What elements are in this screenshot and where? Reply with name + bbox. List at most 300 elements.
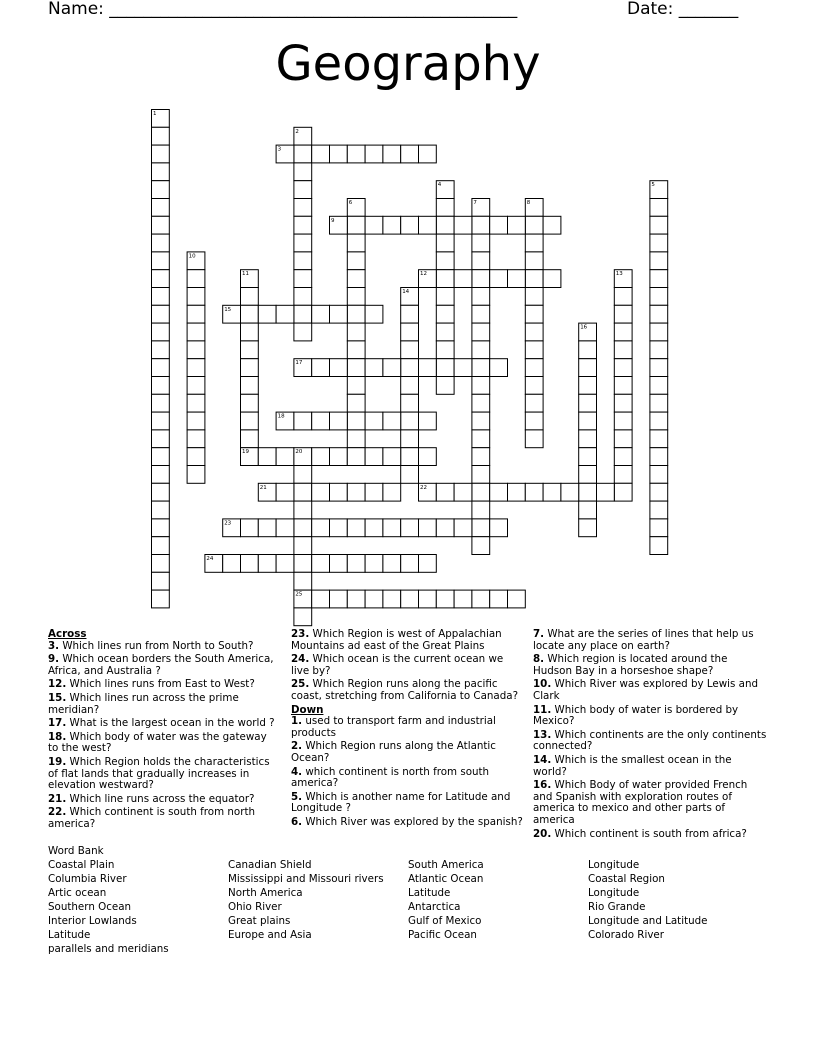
grid-cell[interactable] [401,430,419,448]
grid-cell[interactable] [543,216,561,234]
grid-cell[interactable] [187,305,205,323]
grid-cell[interactable] [472,305,490,323]
grid-cell[interactable] [383,216,401,234]
down-heading: Down [291,703,324,716]
grid-cell[interactable] [152,555,170,573]
grid-cell[interactable] [525,288,543,306]
grid-cell[interactable] [152,163,170,181]
word-bank-item: Atlantic Ocean [408,873,484,885]
grid-cell[interactable] [241,412,259,430]
grid-cell[interactable] [454,359,472,377]
grid-cell[interactable] [472,234,490,252]
grid-cell[interactable] [472,483,490,501]
grid-cell[interactable] [401,216,419,234]
grid-cell[interactable] [579,341,597,359]
grid-cell[interactable] [365,412,383,430]
grid-cell[interactable] [508,216,526,234]
grid-cell[interactable] [401,323,419,341]
grid-cell[interactable] [401,448,419,466]
grid-cell[interactable] [436,270,454,288]
grid-cell[interactable] [276,448,294,466]
clue-num: 6. [291,815,303,828]
grid-cell[interactable] [294,537,312,555]
grid-cell[interactable] [152,305,170,323]
grid-cell[interactable] [472,323,490,341]
grid-cell[interactable] [525,430,543,448]
grid-cell[interactable] [347,252,365,270]
grid-cell[interactable] [347,288,365,306]
grid-cell[interactable] [187,359,205,377]
grid-cell[interactable] [436,252,454,270]
grid-cell[interactable] [330,412,348,430]
grid-cell[interactable] [152,572,170,590]
grid-cell[interactable] [490,359,508,377]
grid-cell[interactable] [579,430,597,448]
grid-cell[interactable] [419,519,437,537]
grid-cell[interactable] [490,590,508,608]
grid-cell[interactable] [152,270,170,288]
grid-cell[interactable] [187,430,205,448]
grid-cell[interactable] [650,216,668,234]
grid-cell[interactable] [347,145,365,163]
grid-cell[interactable] [525,305,543,323]
clue-number: 21 [259,484,267,491]
grid-cell[interactable] [614,288,632,306]
grid-cell[interactable] [347,412,365,430]
grid-cell[interactable] [152,448,170,466]
grid-cell[interactable] [419,216,437,234]
grid-cell[interactable] [614,305,632,323]
grid-cell[interactable] [294,501,312,519]
grid-cell[interactable] [436,199,454,217]
grid-cell[interactable] [525,323,543,341]
grid-cell[interactable] [312,359,330,377]
grid-cell[interactable] [152,216,170,234]
grid-cell[interactable] [152,519,170,537]
grid-cell[interactable] [294,145,312,163]
word-bank-item: Southern Ocean [48,901,132,913]
grid-cell[interactable] [347,590,365,608]
grid-cell[interactable] [383,590,401,608]
clue-text: Which River was explored by Lewis and Clark [533,678,759,702]
clue-column-2 [291,629,523,831]
grid-cell[interactable] [472,537,490,555]
clue-text: Which lines runs from East to West? [66,678,255,691]
grid-cell[interactable] [472,252,490,270]
grid-cell[interactable] [650,430,668,448]
clue-num: 10. [533,678,552,691]
grid-cell[interactable] [187,270,205,288]
grid-cell[interactable] [365,145,383,163]
grid-cell[interactable] [241,394,259,412]
grid-cell[interactable] [294,555,312,573]
grid-cell[interactable] [650,252,668,270]
grid-cell[interactable] [525,412,543,430]
grid-cell[interactable] [312,555,330,573]
grid-cell[interactable] [187,288,205,306]
grid-cell[interactable] [579,394,597,412]
word-bank-item: Great plains [228,915,291,927]
grid-cell[interactable] [650,359,668,377]
grid-cell[interactable] [436,216,454,234]
grid-cell[interactable] [401,519,419,537]
grid-cell[interactable] [152,466,170,484]
grid-cell[interactable] [294,305,312,323]
grid-cell[interactable] [614,341,632,359]
grid-cell[interactable] [650,537,668,555]
grid-cell[interactable] [508,590,526,608]
grid-cell[interactable] [454,590,472,608]
grid-cell[interactable] [579,483,597,501]
grid-cell[interactable] [241,377,259,395]
grid-cell[interactable] [330,483,348,501]
grid-cell[interactable] [472,377,490,395]
grid-cell[interactable] [490,270,508,288]
grid-cell[interactable] [152,252,170,270]
grid-cell[interactable] [454,519,472,537]
grid-cell[interactable] [650,323,668,341]
grid-cell[interactable] [436,341,454,359]
grid-cell[interactable] [650,466,668,484]
grid-cell[interactable] [312,412,330,430]
grid-cell[interactable] [614,377,632,395]
grid-cell[interactable] [614,448,632,466]
grid-cell[interactable] [294,466,312,484]
grid-cell[interactable] [472,216,490,234]
grid-cell[interactable] [241,519,259,537]
grid-cell[interactable] [152,181,170,199]
grid-cell[interactable] [330,305,348,323]
grid-cell[interactable] [401,359,419,377]
grid-cell[interactable] [401,377,419,395]
grid-cell[interactable] [241,430,259,448]
grid-cell[interactable] [312,483,330,501]
grid-cell[interactable] [330,519,348,537]
grid-cell[interactable] [347,448,365,466]
grid-cell[interactable] [579,412,597,430]
grid-cell[interactable] [401,412,419,430]
clue-text: Which is another name for Latitude and Longitude ? [291,790,511,815]
grid-cell[interactable] [490,519,508,537]
grid-cell[interactable] [365,483,383,501]
grid-cell[interactable] [312,305,330,323]
grid-cell[interactable] [241,288,259,306]
grid-cell[interactable] [614,412,632,430]
grid-cell[interactable] [152,341,170,359]
grid-cell[interactable] [650,394,668,412]
grid-cell[interactable] [258,519,276,537]
grid-cell[interactable] [525,483,543,501]
grid-cell[interactable] [650,341,668,359]
grid-cell[interactable] [152,377,170,395]
grid-cell[interactable] [401,305,419,323]
grid-cell[interactable] [241,555,259,573]
grid-cell[interactable] [650,483,668,501]
grid-cell[interactable] [347,394,365,412]
grid-cell[interactable] [472,341,490,359]
grid-cell[interactable] [258,555,276,573]
grid-cell[interactable] [187,412,205,430]
page-title: Geography [275,36,541,92]
grid-cell[interactable] [294,252,312,270]
grid-cell[interactable] [312,145,330,163]
grid-cell[interactable] [152,359,170,377]
grid-cell[interactable] [490,216,508,234]
grid-cell[interactable] [276,305,294,323]
grid-cell[interactable] [258,448,276,466]
grid-cell[interactable] [312,519,330,537]
grid-cell[interactable] [579,377,597,395]
grid-cell[interactable] [614,394,632,412]
grid-cell[interactable] [650,199,668,217]
grid-cell[interactable] [187,448,205,466]
grid-cell[interactable] [330,555,348,573]
grid-cell[interactable] [383,448,401,466]
grid-cell[interactable] [579,466,597,484]
grid-cell[interactable] [472,501,490,519]
grid-cell[interactable] [401,341,419,359]
grid-cell[interactable] [454,270,472,288]
clue-number: 11 [242,271,249,278]
grid-cell[interactable] [525,252,543,270]
grid-cell[interactable] [152,537,170,555]
grid-cell[interactable] [436,288,454,306]
grid-cell[interactable] [650,305,668,323]
grid-cell[interactable] [347,341,365,359]
grid-cell[interactable] [650,377,668,395]
grid-cell[interactable] [187,323,205,341]
grid-cell[interactable] [614,323,632,341]
grid-cell[interactable] [650,288,668,306]
grid-cell[interactable] [472,430,490,448]
down-clue [533,755,768,778]
grid-cell[interactable] [330,145,348,163]
grid-cell[interactable] [401,466,419,484]
grid-cell[interactable] [294,199,312,217]
grid-cell[interactable] [241,305,259,323]
grid-cell[interactable] [365,216,383,234]
grid-cell[interactable] [294,572,312,590]
grid-cell[interactable] [597,483,615,501]
grid-cell[interactable] [294,270,312,288]
clue-number: 24 [206,556,214,562]
grid-cell[interactable] [436,305,454,323]
grid-cell[interactable] [152,412,170,430]
grid-cell[interactable] [614,430,632,448]
grid-cell[interactable] [294,163,312,181]
grid-cell[interactable] [383,555,401,573]
grid-cell[interactable] [419,448,437,466]
grid-cell[interactable] [276,483,294,501]
grid-cell[interactable] [223,555,241,573]
grid-cell[interactable] [614,359,632,377]
grid-cell[interactable] [561,483,579,501]
grid-cell[interactable] [650,412,668,430]
clue-num: 9. [48,653,60,666]
grid-cell[interactable] [365,448,383,466]
grid-cell[interactable] [472,412,490,430]
grid-cell[interactable] [383,483,401,501]
grid-cell[interactable] [347,483,365,501]
grid-cell[interactable] [650,501,668,519]
grid-cell[interactable] [312,590,330,608]
grid-cell[interactable] [614,466,632,484]
grid-cell[interactable] [347,216,365,234]
grid-cell[interactable] [365,590,383,608]
grid-cell[interactable] [152,145,170,163]
grid-cell[interactable] [330,590,348,608]
grid-cell[interactable] [525,216,543,234]
grid-cell[interactable] [579,359,597,377]
grid-cell[interactable] [347,359,365,377]
grid-cell[interactable] [543,270,561,288]
grid-cell[interactable] [152,127,170,145]
grid-cell[interactable] [152,323,170,341]
clue-num: 1. [291,715,303,728]
grid-cell[interactable] [436,377,454,395]
grid-cell[interactable] [436,519,454,537]
clue-text: Which body of water is bordered by Mexico? [533,703,739,728]
grid-cell[interactable] [294,412,312,430]
grid-cell[interactable] [436,323,454,341]
grid-cell[interactable] [347,519,365,537]
grid-cell[interactable] [419,145,437,163]
grid-cell[interactable] [152,199,170,217]
grid-cell[interactable] [294,181,312,199]
grid-cell[interactable] [294,519,312,537]
grid-cell[interactable] [347,234,365,252]
grid-cell[interactable] [152,501,170,519]
grid-cell[interactable] [401,394,419,412]
grid-cell[interactable] [312,448,330,466]
grid-cell[interactable] [187,341,205,359]
grid-cell[interactable] [152,234,170,252]
grid-cell[interactable] [294,608,312,626]
grid-cell[interactable] [419,590,437,608]
grid-cell[interactable] [525,359,543,377]
grid-cell[interactable] [436,483,454,501]
grid-cell[interactable] [187,466,205,484]
grid-cell[interactable] [508,270,526,288]
grid-cell[interactable] [365,555,383,573]
grid-cell[interactable] [365,359,383,377]
grid-cell[interactable] [419,555,437,573]
grid-cell[interactable] [508,483,526,501]
grid-cell[interactable] [241,323,259,341]
grid-cell[interactable] [383,412,401,430]
grid-cell[interactable] [650,448,668,466]
grid-cell[interactable] [436,590,454,608]
grid-cell[interactable] [401,590,419,608]
grid-cell[interactable] [401,555,419,573]
grid-cell[interactable] [294,234,312,252]
grid-cell[interactable] [187,377,205,395]
grid-cell[interactable] [472,288,490,306]
grid-cell[interactable] [347,555,365,573]
clue-num: 15. [48,691,67,704]
grid-cell[interactable] [365,305,383,323]
grid-cell[interactable] [650,519,668,537]
grid-cell[interactable] [454,483,472,501]
grid-cell[interactable] [294,216,312,234]
down-clue [291,716,523,739]
grid-cell[interactable] [276,519,294,537]
grid-cell[interactable] [472,270,490,288]
grid-cell[interactable] [347,270,365,288]
grid-cell[interactable] [152,483,170,501]
grid-cell[interactable] [241,341,259,359]
grid-cell[interactable] [152,288,170,306]
clue-num: 16. [533,779,552,792]
grid-cell[interactable] [241,359,259,377]
grid-cell[interactable] [525,270,543,288]
grid-cell[interactable] [472,359,490,377]
grid-cell[interactable] [294,323,312,341]
grid-cell[interactable] [472,448,490,466]
grid-cell[interactable] [152,430,170,448]
grid-cell[interactable] [258,305,276,323]
grid-cell[interactable] [472,466,490,484]
grid-cell[interactable] [579,448,597,466]
grid-cell[interactable] [383,145,401,163]
grid-cell[interactable] [330,448,348,466]
grid-cell[interactable] [525,377,543,395]
name-line[interactable]: Name: ________________________________________________ [48,0,518,19]
grid-cell[interactable] [472,519,490,537]
grid-cell[interactable] [347,305,365,323]
grid-cell[interactable] [543,483,561,501]
clue-num: 24. [291,653,310,666]
grid-cell[interactable] [347,377,365,395]
word-bank-item: Longitude [588,859,640,871]
grid-cell[interactable] [525,394,543,412]
down-clue [533,654,768,677]
grid-cell[interactable] [419,359,437,377]
grid-cell[interactable] [365,519,383,537]
grid-cell[interactable] [383,359,401,377]
clue-num: 21. [48,792,67,805]
clue-number: 7 [473,200,477,206]
grid-cell[interactable] [472,590,490,608]
grid-cell[interactable] [419,412,437,430]
grid-cell[interactable] [436,359,454,377]
grid-cell[interactable] [614,483,632,501]
grid-cell[interactable] [650,270,668,288]
grid-cell[interactable] [490,483,508,501]
date-line[interactable]: Date: _______ [627,0,739,19]
grid-cell[interactable] [650,234,668,252]
grid-cell[interactable] [187,394,205,412]
grid-cell[interactable] [347,323,365,341]
grid-cell[interactable] [152,394,170,412]
grid-cell[interactable] [330,359,348,377]
grid-cell[interactable] [383,519,401,537]
grid-cell[interactable] [525,234,543,252]
grid-cell[interactable] [579,501,597,519]
across-clue [48,693,280,716]
grid-cell[interactable] [472,394,490,412]
grid-cell[interactable] [454,216,472,234]
grid-cell[interactable] [579,519,597,537]
grid-cell[interactable] [294,288,312,306]
grid-cell[interactable] [525,341,543,359]
grid-cell[interactable] [436,234,454,252]
grid-cell[interactable] [276,555,294,573]
grid-cell[interactable] [347,430,365,448]
grid-cell[interactable] [294,483,312,501]
grid-cell[interactable] [152,590,170,608]
grid-cell[interactable] [401,145,419,163]
